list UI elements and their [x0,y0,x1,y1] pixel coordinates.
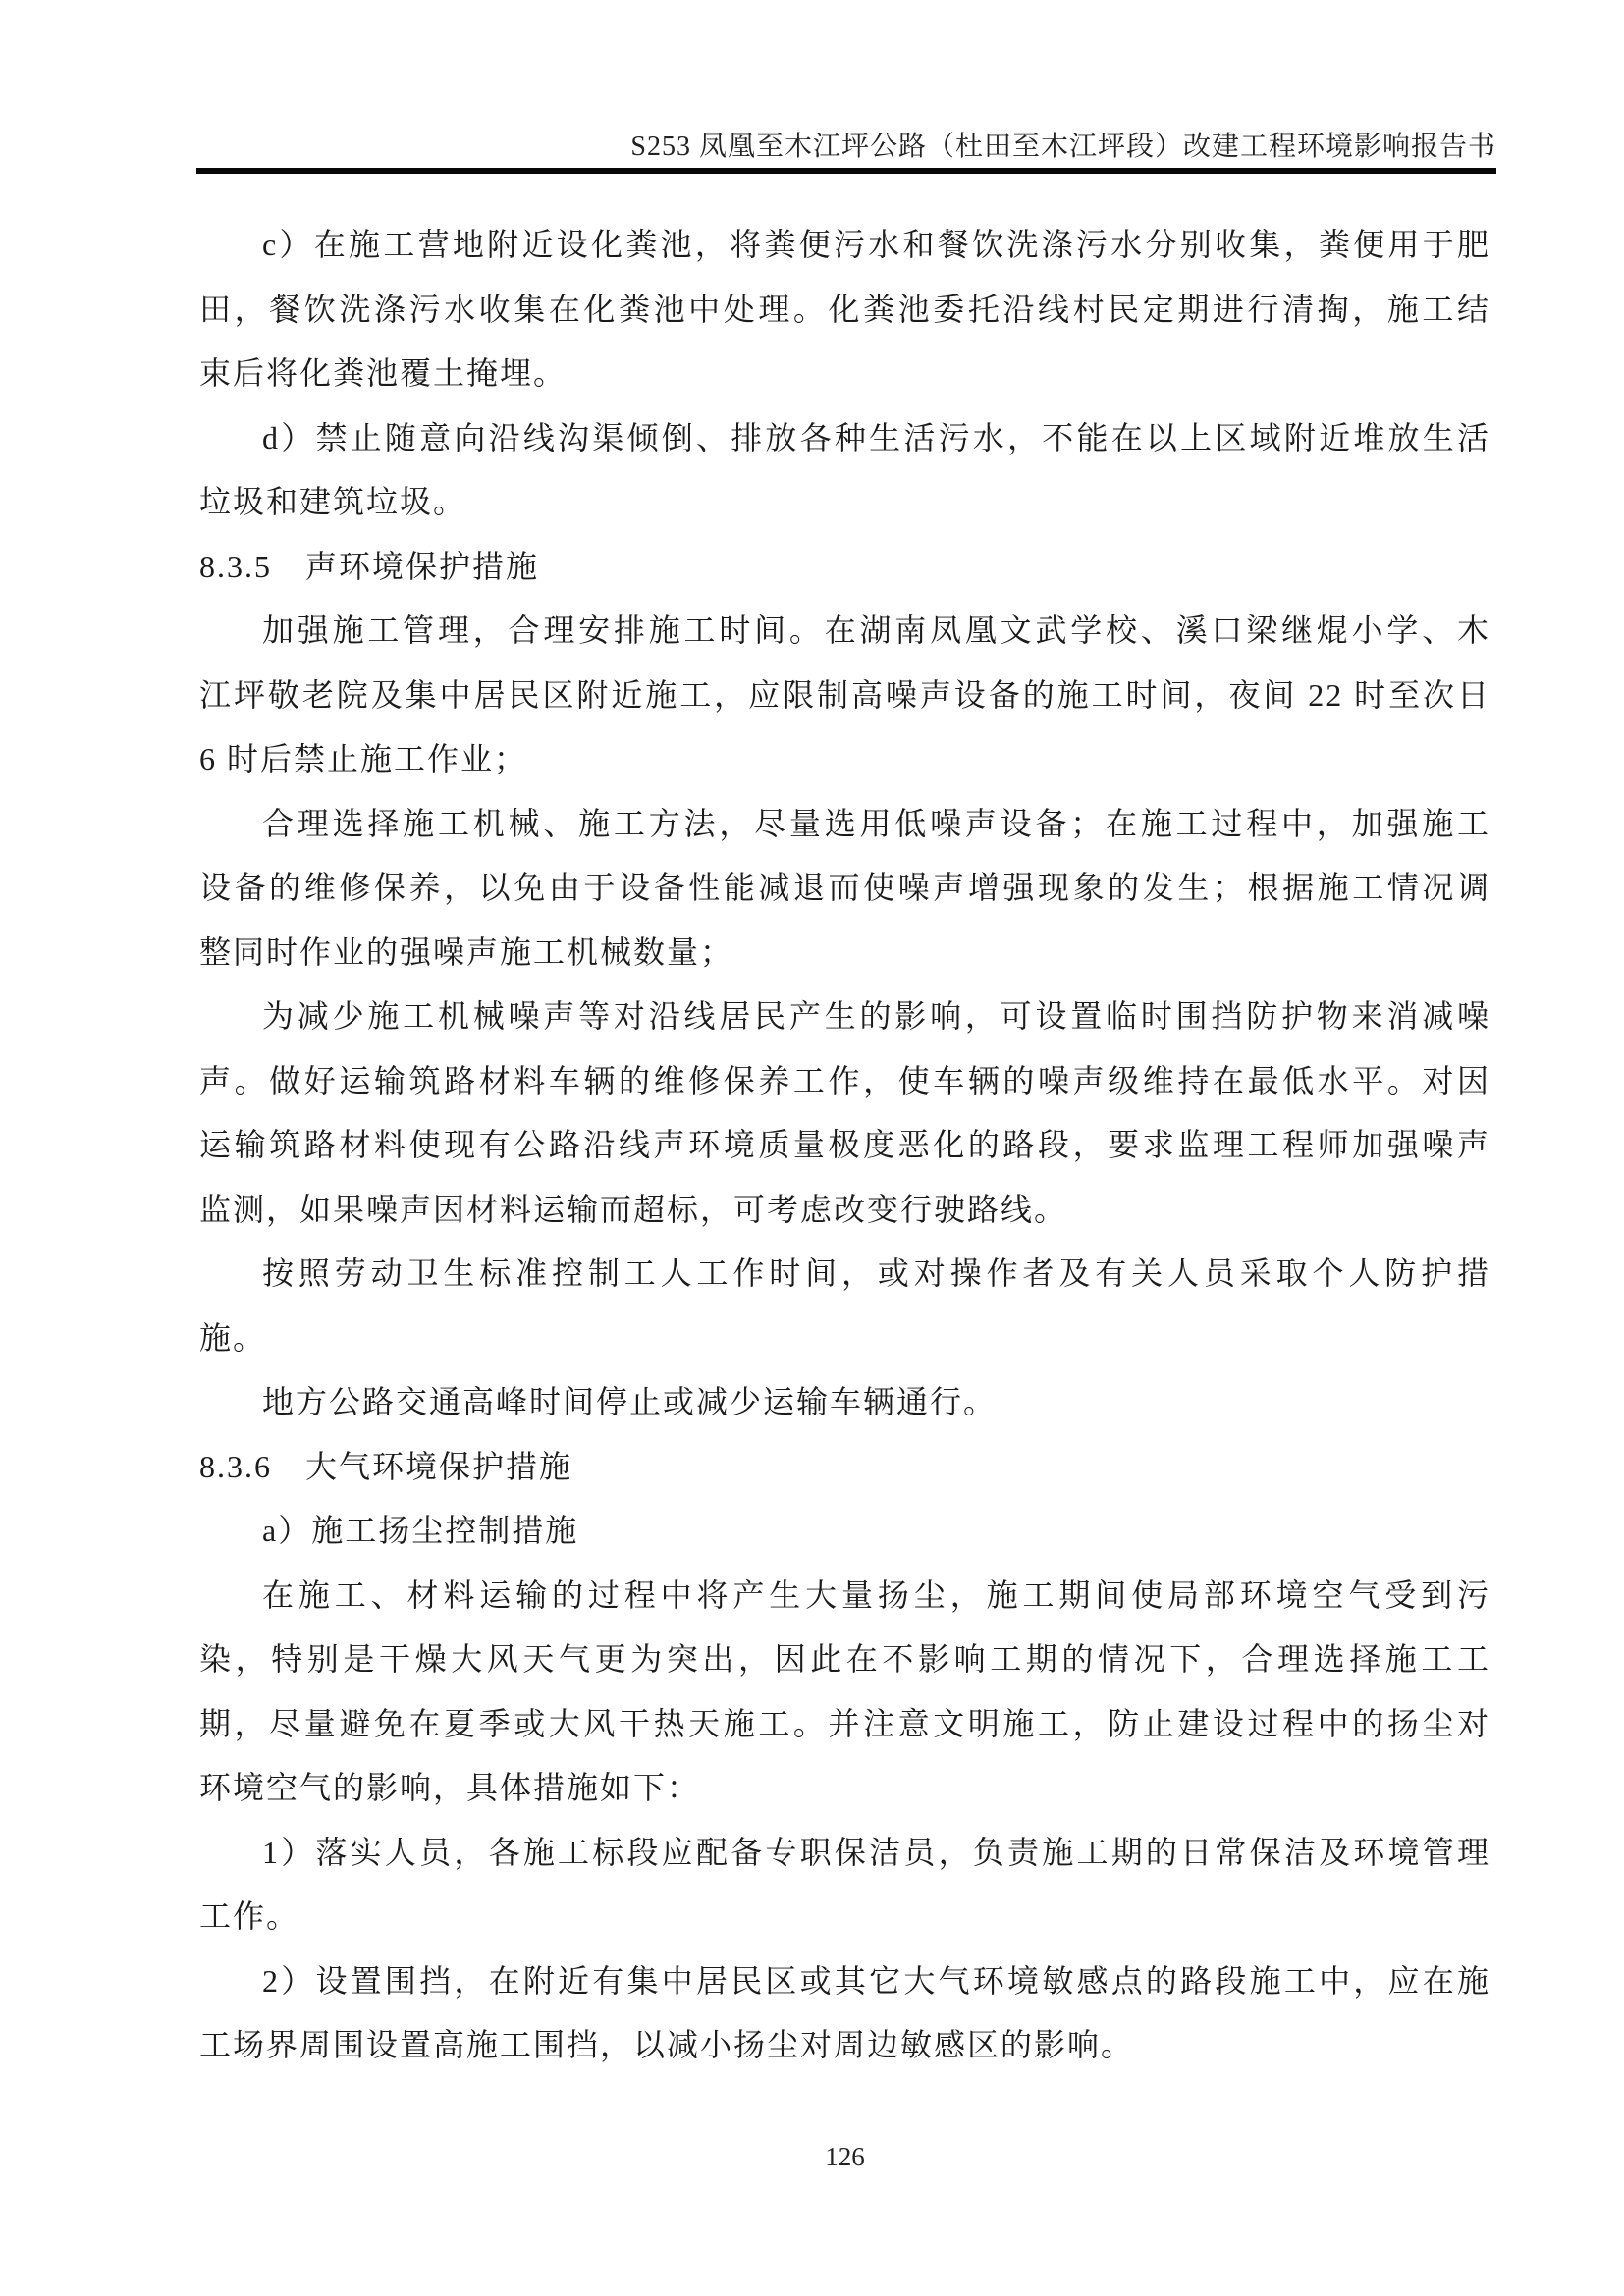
text-line: 工作。 [199,1898,300,1934]
text-line: 按照劳动卫生标准控制工人工作时间，或对操作者及有关人员采取个人防护措 [262,1255,1490,1291]
paragraph [199,792,1490,986]
page-footer [199,2140,1490,2173]
text-line: 合理选择施工机械、施工方法，尽量选用低噪声设备；在施工过程中，加强施工 [262,805,1490,841]
text-line: 运输筑路材料使现有公路沿线声环境质量极度恶化的路段，要求监理工程师加强噪声 [199,1127,1490,1162]
text-line: 环境空气的影响，具体措施如下： [199,1770,701,1805]
section-heading [199,1435,1490,1500]
paragraph [199,1949,1490,2078]
text-line: 束后将化粪池覆土掩埋。 [199,355,568,391]
text-line: 染，特别是干燥大风天气更为突出，因此在不影响工期的情况下，合理选择施工工 [199,1641,1490,1677]
section-heading [199,535,1490,600]
text-line: c）在施工营地附近设化粪池，将粪便污水和餐饮洗涤污水分别收集，粪便用于肥 [262,227,1490,262]
paragraph [199,406,1490,535]
page-number: 126 [825,2142,865,2171]
text-line: 地方公路交通高峰时间停止或减少运输车辆通行。 [262,1384,998,1419]
document-body [199,213,1490,2078]
text-line: 江坪敬老院及集中居民区附近施工，应限制高噪声设备的施工时间，夜间 22 时至次日 [199,676,1490,713]
text-line: 垃圾和建筑垃圾。 [199,484,467,519]
text-line: 田，餐饮洗涤污水收集在化粪池中处理。化粪池委托沿线村民定期进行清掏，施工结 [199,291,1490,327]
text-line: 期，尽量避免在夏季或大风干热天施工。并注意文明施工，防止建设过程中的扬尘对 [199,1705,1490,1741]
text-line: 为减少施工机械噪声等对沿线居民产生的影响，可设置临时围挡防护物来消减噪 [262,998,1490,1034]
paragraph [199,599,1490,792]
text-line: 8.3.6 大气环境保护措施 [199,1448,573,1484]
paragraph [199,1370,1490,1435]
paragraph [199,1821,1490,1949]
running-header-title: S253 凤凰至木江坪公路（杜田至木江坪段）改建工程环境影响报告书 [630,132,1496,162]
text-line: d）禁止随意向沿线沟渠倾倒、排放各种生活污水，不能在以上区域附近堆放生活 [262,419,1490,455]
text-line: 加强施工管理，合理安排施工时间。在湖南凤凰文武学校、溪口梁继焜小学、木 [262,613,1490,648]
paragraph [199,1564,1490,1821]
paragraph [199,985,1490,1242]
text-line: 整同时作业的强噪声施工机械数量； [199,934,734,970]
text-line: 在施工、材料运输的过程中将产生大量扬尘，施工期间使局部环境空气受到污 [262,1576,1490,1613]
text-line: 8.3.5 声环境保护措施 [199,548,540,584]
text-line: 设备的维修保养，以免由于设备性能减退而使噪声增强现象的发生；根据施工情况调 [199,870,1490,905]
text-line: 工场界周围设置高施工围挡，以减小扬尘对周边敏感区的影响。 [199,2027,1135,2062]
text-line: 施。 [199,1319,267,1356]
paragraph [199,1242,1490,1370]
text-line: 声。做好运输筑路材料车辆的维修保养工作，使车辆的噪声级维持在最低水平。对因 [199,1062,1490,1098]
text-line: 1）落实人员，各施工标段应配备专职保洁员，负责施工期的日常保洁及环境管理 [262,1834,1490,1870]
text-line: 监测，如果噪声因材料运输而超标，可考虑改变行驶路线。 [199,1191,1068,1227]
paragraph [199,213,1490,406]
header-rule [196,168,1496,174]
text-line: a）施工扬尘控制措施 [262,1513,579,1548]
text-line: 6 时后禁止施工作业； [199,741,528,776]
text-line: 2）设置围挡，在附近有集中居民区或其它大气环境敏感点的路段施工中，应在施 [262,1962,1490,1999]
paragraph [199,1499,1490,1564]
